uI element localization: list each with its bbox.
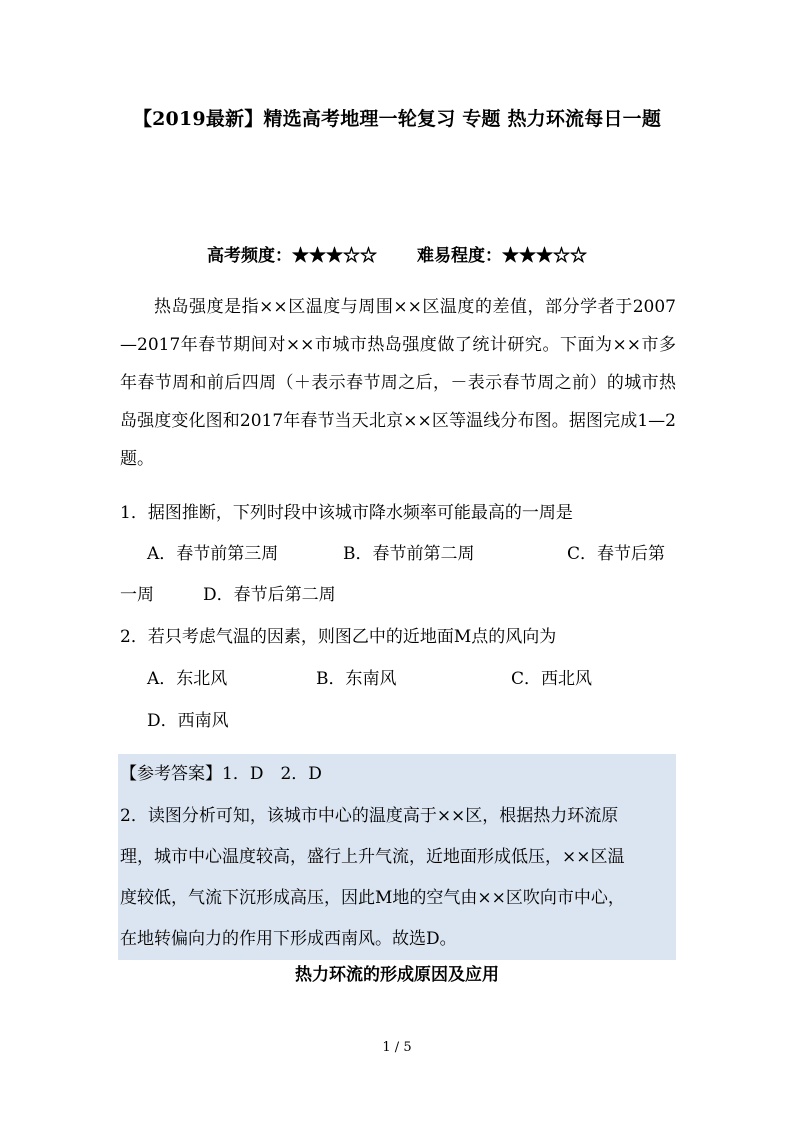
q1-option-b: B．春节前第二周 bbox=[343, 544, 475, 564]
difficulty-label: 难易程度： bbox=[417, 246, 502, 266]
page-number: 1 / 5 bbox=[382, 1040, 412, 1055]
q1-option-a: A．春节前第三周 bbox=[147, 544, 279, 564]
q1-option-c: C．春节后第 bbox=[567, 544, 666, 564]
intro-paragraph bbox=[120, 288, 676, 478]
question-2-stem: 2．若只考虑气温的因素，则图乙中的近地面M点的风向为 bbox=[120, 627, 557, 647]
answer-line-4: 度较低，气流下沉形成高压，因此M地的空气由××区吹向市中心， bbox=[120, 888, 625, 908]
intro-text: 热岛强度是指××区温度与周围××区温度的差值，部分学者于2007—2017年春节期间对××市城市热岛强度做了统计研究。下面为××市多年春节周和前后四周（＋表示春节周之后，－表示春节周之前）的城市热岛强度变化图和2017年春节当天北京××区等温线分布图。据图完成1—2题。 bbox=[120, 297, 676, 469]
rating-line bbox=[0, 241, 794, 266]
question-1-stem: 1．据图推断，下列时段中该城市降水频率可能最高的一周是 bbox=[120, 503, 573, 523]
q1-option-c-continued: 一周 bbox=[120, 585, 154, 605]
q1-option-d: D．春节后第二周 bbox=[203, 585, 336, 605]
answer-line-5: 在地转偏向力的作用下形成西南风。故选D。 bbox=[120, 929, 457, 949]
section-title: 热力环流的形成原因及应用 bbox=[295, 965, 499, 985]
answer-line-2: 2．读图分析可知，该城市中心的温度高于××区，根据热力环流原 bbox=[120, 806, 619, 826]
q2-option-b: B．东南风 bbox=[316, 669, 397, 689]
q2-option-d: D．西南风 bbox=[147, 711, 229, 731]
q2-option-a: A．东北风 bbox=[147, 669, 228, 689]
difficulty-stars: ★★★☆☆ bbox=[502, 246, 587, 266]
frequency-label: 高考频度： bbox=[207, 246, 292, 266]
document-title: 【2019最新】精选高考地理一轮复习 专题 热力环流每日一题 bbox=[132, 108, 662, 130]
q2-option-c: C．西北风 bbox=[511, 669, 593, 689]
answer-line-3: 理，城市中心温度较高，盛行上升气流，近地面形成低压，××区温 bbox=[120, 847, 625, 867]
answer-line-1: 【参考答案】1．D 2．D bbox=[120, 764, 322, 784]
frequency-stars: ★★★☆☆ bbox=[292, 246, 377, 266]
